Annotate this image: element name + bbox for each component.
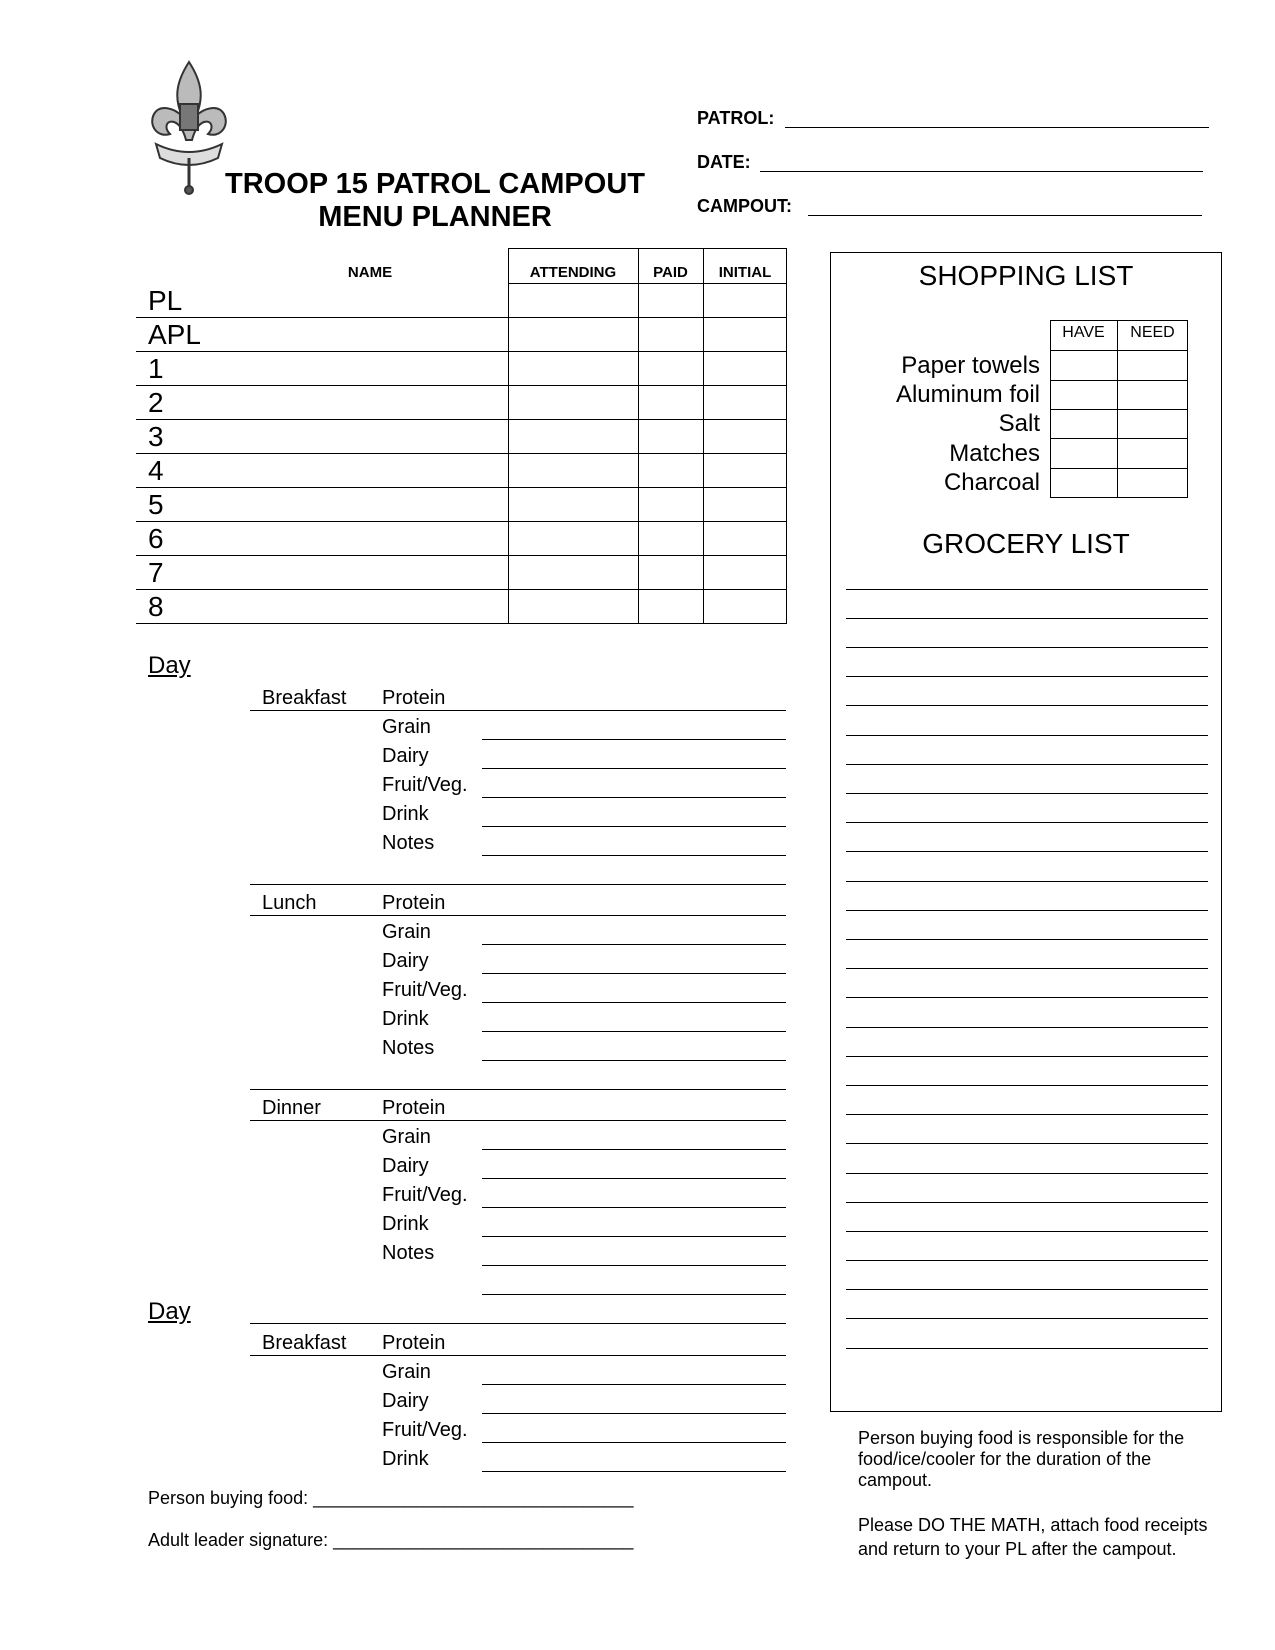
need-column-header: NEED [1130,324,1175,341]
adult-leader-signature-field[interactable]: Adult leader signature: ______________________________ [148,1530,634,1550]
menu-item-label: Drink [382,1008,429,1030]
menu-item-label: Dairy [382,1390,429,1412]
meal-breakfast: Breakfast [262,1332,347,1354]
roster-row-line[interactable] [136,589,787,590]
menu-line[interactable] [250,1120,786,1121]
grocery-list-title: GROCERY LIST [922,528,1130,559]
table-column-divider [786,248,787,624]
grocery-line[interactable] [846,1202,1208,1203]
shopping-item: Aluminum foil [895,381,1040,408]
meal-dinner: Dinner [262,1097,321,1119]
grocery-line[interactable] [846,647,1208,648]
roster-row-line[interactable] [136,385,787,386]
menu-item-label: Notes [382,832,435,854]
table-column-divider [703,248,704,624]
menu-line[interactable] [250,1323,786,1324]
menu-line[interactable] [250,884,786,885]
menu-item-label: Grain [382,716,431,738]
menu-line[interactable] [250,1355,786,1356]
responsibility-note [858,1428,1248,1491]
menu-item-label: Protein [382,892,446,914]
math-note [858,1513,1258,1561]
menu-line[interactable] [482,1207,786,1208]
menu-line[interactable] [482,944,786,945]
menu-line[interactable] [482,1060,786,1061]
campout-label: CAMPOUT: [697,196,792,216]
grocery-line[interactable] [846,1027,1208,1028]
name-column-header: NAME [347,264,393,281]
note-line: Person buying food is responsible for the [858,1428,1185,1448]
menu-line[interactable] [482,855,786,856]
menu-line[interactable] [250,1089,786,1090]
roster-row-line[interactable] [136,453,787,454]
attending-column-header: ATTENDING [529,264,617,281]
menu-line[interactable] [482,1031,786,1032]
menu-item-label: Drink [382,803,429,825]
grocery-line[interactable] [846,589,1208,590]
grocery-line[interactable] [846,1260,1208,1261]
table-column-divider [508,248,509,624]
grid-row-line [1050,350,1188,351]
roster-row-label: 3 [148,421,164,452]
menu-line[interactable] [482,1471,786,1472]
day-label: Day [148,652,191,679]
grocery-line[interactable] [846,618,1208,619]
grocery-line[interactable] [846,851,1208,852]
menu-line[interactable] [482,1149,786,1150]
roster-row-label: PL [148,285,183,316]
campout-field[interactable] [808,215,1202,216]
menu-line[interactable] [482,1413,786,1414]
menu-item-label: Dairy [382,745,429,767]
roster-row-line[interactable] [136,487,787,488]
grid-row-line [1050,380,1188,381]
menu-item-label: Drink [382,1448,429,1470]
menu-item-label: Grain [382,1361,431,1383]
menu-line[interactable] [482,739,786,740]
menu-item-label: Grain [382,921,431,943]
meal-lunch: Lunch [262,892,317,914]
shopping-item: Charcoal [943,469,1040,496]
menu-item-label: Notes [382,1037,435,1059]
page-subtitle: MENU PLANNER [318,201,552,233]
grocery-line[interactable] [846,735,1208,736]
menu-item-label: Protein [382,1097,446,1119]
menu-item-label: Drink [382,1213,429,1235]
note-line: Please DO THE MATH, attach food receipts [858,1515,1208,1535]
grocery-line[interactable] [846,1318,1208,1319]
roster-row-label: 6 [148,523,164,554]
roster-row-label: APL [148,319,201,350]
grocery-line[interactable] [846,676,1208,677]
roster-row-label: 4 [148,455,164,486]
have-column-header: HAVE [1062,324,1105,341]
menu-line[interactable] [250,915,786,916]
page-title: TROOP 15 PATROL CAMPOUT [224,168,645,200]
day-label: Day [148,1298,191,1325]
initial-column-header: INITIAL [718,264,772,281]
note-line: food/ice/cooler for the duration of the [858,1449,1152,1469]
roster-row-label: 1 [148,353,164,384]
menu-item-label: Dairy [382,1155,429,1177]
menu-line[interactable] [482,1002,786,1003]
menu-line[interactable] [482,973,786,974]
roster-row-line[interactable] [136,521,787,522]
grocery-line[interactable] [846,910,1208,911]
roster-row-line[interactable] [136,351,787,352]
roster-row-line[interactable] [136,623,787,624]
menu-line[interactable] [482,826,786,827]
menu-item-label: Fruit/Veg. [382,1419,468,1441]
grocery-line[interactable] [846,1173,1208,1174]
note-line: and return to your PL after the campout. [858,1539,1177,1559]
menu-line[interactable] [482,1236,786,1237]
roster-row-line[interactable] [136,419,787,420]
roster-row-label: 7 [148,557,164,588]
menu-line[interactable] [482,1265,786,1266]
person-buying-food-field[interactable]: Person buying food: ________________________________ [148,1488,634,1508]
grocery-line[interactable] [846,764,1208,765]
menu-item-label: Fruit/Veg. [382,774,468,796]
grocery-line[interactable] [846,881,1208,882]
roster-row-line[interactable] [136,317,787,318]
shopping-item: Salt [998,410,1040,437]
menu-item-label: Notes [382,1242,435,1264]
roster-row-label: 8 [148,591,164,622]
menu-line[interactable] [482,1294,786,1295]
grocery-line[interactable] [846,1143,1208,1144]
menu-line[interactable] [482,1384,786,1385]
grocery-line[interactable] [846,1085,1208,1086]
grocery-line[interactable] [846,968,1208,969]
grocery-line[interactable] [846,1348,1208,1349]
menu-line[interactable] [482,1442,786,1443]
paid-column-header: PAID [653,264,688,281]
table-column-divider [638,248,639,624]
meal-breakfast: Breakfast [262,687,347,709]
grocery-line[interactable] [846,822,1208,823]
menu-item-label: Protein [382,687,446,709]
patrol-field[interactable] [785,127,1209,128]
shopping-list-title: SHOPPING LIST [918,260,1134,291]
grid-row-line [1050,438,1188,439]
menu-line[interactable] [482,768,786,769]
grocery-line[interactable] [846,793,1208,794]
patrol-label: PATROL: [697,108,775,128]
table-header-border [508,283,787,284]
menu-item-label: Grain [382,1126,431,1148]
shopping-item: Matches [949,440,1040,467]
grocery-line[interactable] [846,939,1208,940]
date-label: DATE: [697,152,751,172]
menu-line[interactable] [250,710,786,711]
grocery-line[interactable] [846,1289,1208,1290]
grocery-line[interactable] [846,997,1208,998]
menu-item-label: Fruit/Veg. [382,979,468,1001]
menu-item-label: Fruit/Veg. [382,1184,468,1206]
shopping-item: Paper towels [901,352,1040,379]
date-field[interactable] [760,171,1203,172]
grocery-line[interactable] [846,1114,1208,1115]
table-top-border [508,248,787,249]
menu-item-label: Dairy [382,950,429,972]
grocery-line[interactable] [846,1231,1208,1232]
menu-line[interactable] [482,1178,786,1179]
roster-row-line[interactable] [136,555,787,556]
roster-row-label: 5 [148,489,164,520]
grocery-line[interactable] [846,705,1208,706]
grid-row-line [1050,468,1188,469]
menu-line[interactable] [482,797,786,798]
grid-row-line [1050,409,1188,410]
note-line: campout. [858,1470,933,1490]
grocery-line[interactable] [846,1056,1208,1057]
roster-row-label: 2 [148,387,164,418]
menu-item-label: Protein [382,1332,446,1354]
